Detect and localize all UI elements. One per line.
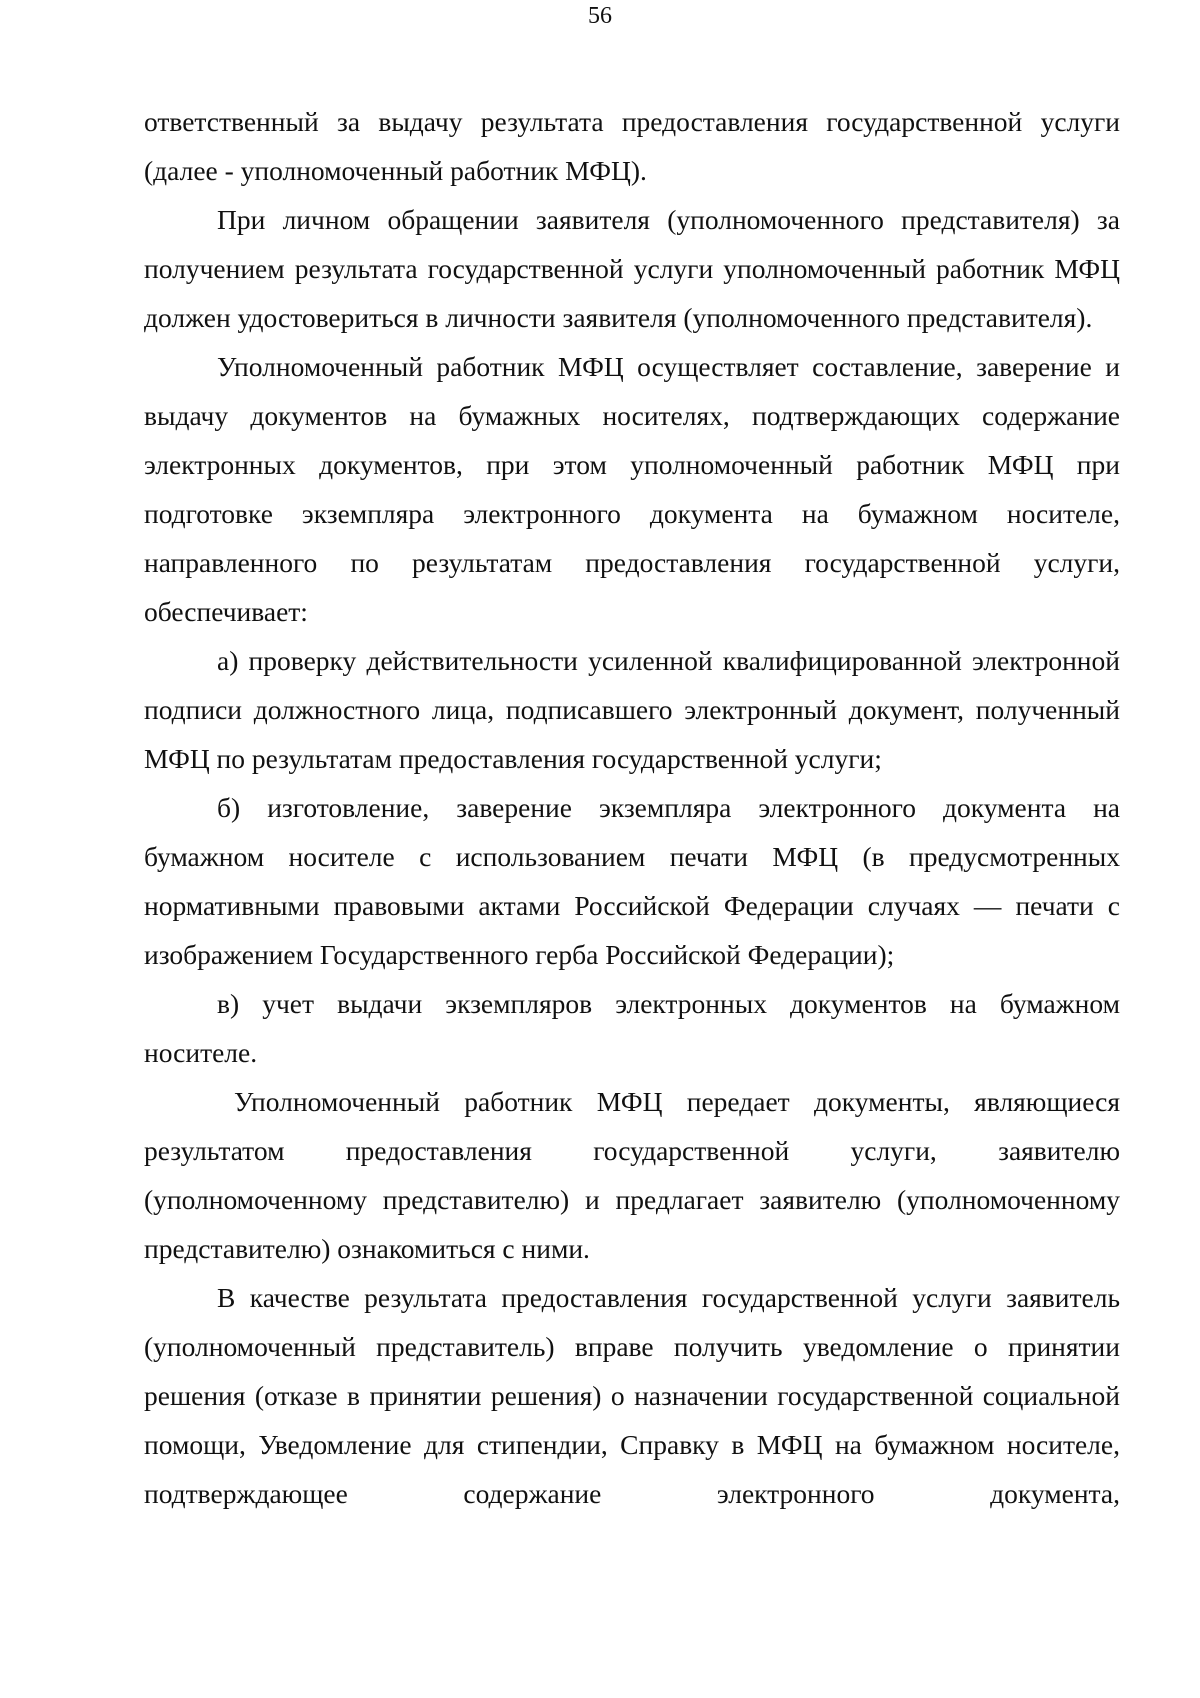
page-number: 56 [588,3,612,29]
list-item-a: а) проверку действительности усиленной квалифицированной электронной подписи должностного лица, подписавшего электронный документ, полученный МФЦ по результатам предоставления государственной услуги; [144,645,1120,774]
document-body [144,97,1120,1518]
list-item-b: б) изготовление, заверение экземпляра электронного документа на бумажном носителе с использованием печати МФЦ (в предусмотренных нормативными правовыми актами Российской Федерации случаях — печати с изображением Государственного герба Российской Федерации); [144,792,1120,970]
paragraph-transfer-documents: Уполномоченный работник МФЦ передает документы, являющиеся результатом предоставления государственной услуги, заявителю (уполномоченному представителю) и предлагает заявителю (уполномоченному представителю) ознакомиться с ними. [144,1086,1120,1264]
paragraph-result-options: В качестве результата предоставления государственной услуги заявитель (уполномоченный представитель) вправе получить уведомление о принятии решения (отказе в принятии решения) о назначении государственной социальной помощи, Уведомление для стипендии, Справку в МФЦ на бумажном носителе, подтверждающее содержание электронного документа, [144,1282,1120,1509]
paragraph-personal-appeal: При личном обращении заявителя (уполномоченного представителя) за получением результата государственной услуги уполномоченный работник МФЦ должен удостовериться в личности заявителя (уполномоченного представителя). [144,204,1120,333]
paragraph-continuation: ответственный за выдачу результата предоставления государственной услуги (далее - уполномоченный работник МФЦ). [144,106,1120,186]
paragraph-document-issuance: Уполномоченный работник МФЦ осуществляет составление, заверение и выдачу документов на бумажных носителях, подтверждающих содержание электронных документов, при этом уполномоченный работник МФЦ при подготовке экземпляра электронного документа на бумажном носителе, направленного по результатам предоставления государственной услуги, обеспечивает: [144,351,1120,627]
list-item-c: в) учет выдачи экземпляров электронных документов на бумажном носителе. [144,988,1120,1068]
